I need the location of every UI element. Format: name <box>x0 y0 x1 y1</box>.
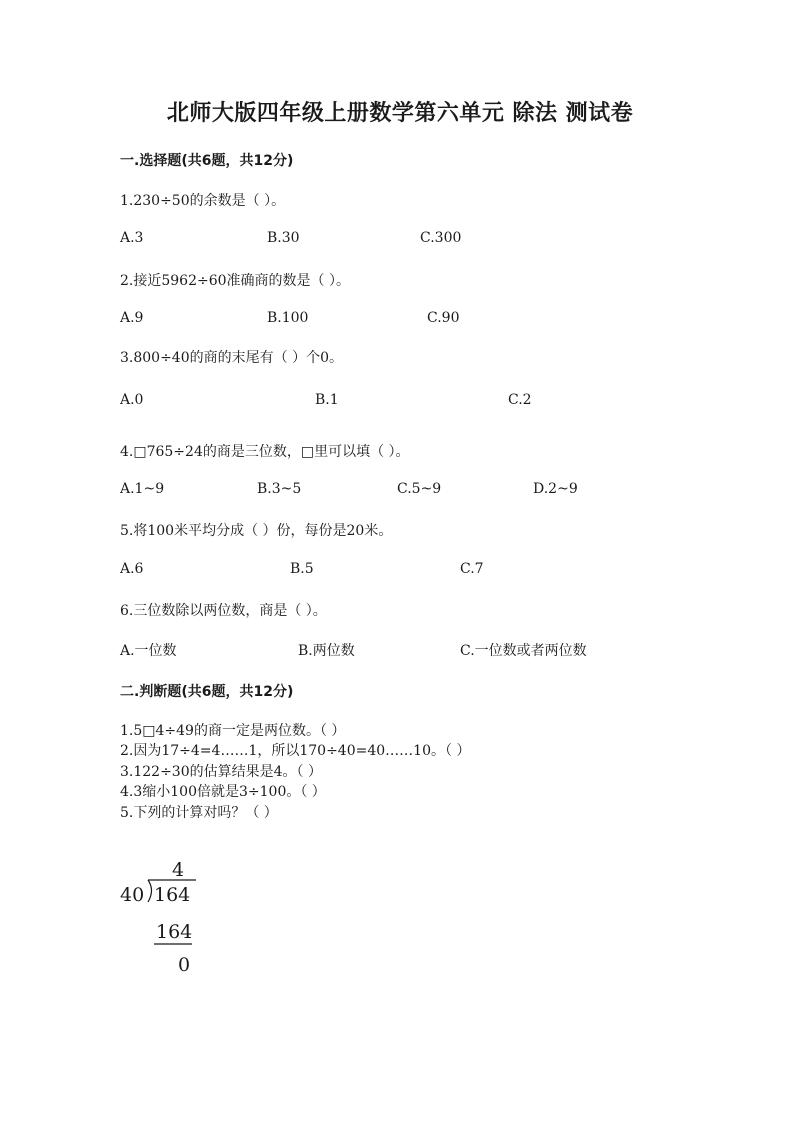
long-division-product: 164 <box>156 921 193 943</box>
long-division-remainder: 0 <box>178 954 191 976</box>
question-5: 5.将100米平均分成（ ）份，每份是20米。 <box>120 523 393 539</box>
q4-option-c: C.5~9 <box>397 481 442 497</box>
q3-option-a: A.0 <box>120 392 144 408</box>
q4-option-b: B.3~5 <box>257 481 302 497</box>
q5-option-c: C.7 <box>460 561 484 577</box>
q3-option-b: B.1 <box>315 392 339 408</box>
q6-option-b: B.两位数 <box>298 643 355 659</box>
question-4: 4.□765÷24的商是三位数，□里可以填（ ）。 <box>120 444 410 460</box>
section-heading-true-false: 二.判断题(共6题，共12分) <box>120 684 294 700</box>
page-title: 北师大版四年级上册数学第六单元 除法 测试卷 <box>166 101 634 126</box>
tf-item-5: 5.下列的计算对吗？（ ） <box>120 805 278 821</box>
question-1: 1.230÷50的余数是（ ）。 <box>120 193 286 209</box>
q4-option-d: D.2~9 <box>533 481 578 497</box>
section-heading-choice: 一.选择题(共6题，共12分) <box>120 153 294 169</box>
long-division-bracket <box>148 880 152 902</box>
tf-item-1: 1.5□4÷49的商一定是两位数。（ ） <box>120 723 346 739</box>
question-6: 6.三位数除以两位数，商是（ ）。 <box>120 603 327 619</box>
q1-option-b: B.30 <box>267 230 300 246</box>
q6-option-c: C.一位数或者两位数 <box>460 643 587 659</box>
q4-option-a: A.1~9 <box>120 481 165 497</box>
q2-option-a: A.9 <box>120 310 144 326</box>
q2-option-b: B.100 <box>267 310 309 326</box>
q1-option-a: A.3 <box>120 230 144 246</box>
question-3: 3.800÷40的商的末尾有（ ）个0。 <box>120 350 343 366</box>
q2-option-c: C.90 <box>427 310 460 326</box>
long-division-dividend: 164 <box>154 884 191 906</box>
q1-option-c: C.300 <box>420 230 462 246</box>
tf-item-4: 4.3缩小100倍就是3÷100。（ ） <box>120 784 326 800</box>
long-division-figure <box>118 852 208 982</box>
q6-option-a: A.一位数 <box>120 643 177 659</box>
long-division-svg <box>118 852 208 982</box>
tf-item-3: 3.122÷30的估算结果是4。（ ） <box>120 764 322 780</box>
long-division-quotient: 4 <box>171 859 185 881</box>
question-2: 2.接近5962÷60准确商的数是（ ）。 <box>120 273 350 289</box>
long-division-divisor: 40 <box>120 884 145 906</box>
q5-option-a: A.6 <box>120 561 144 577</box>
tf-item-2: 2.因为17÷4=4……1，所以170÷40=40……10。（ ） <box>120 743 471 759</box>
q5-option-b: B.5 <box>290 561 314 577</box>
q3-option-c: C.2 <box>508 392 532 408</box>
